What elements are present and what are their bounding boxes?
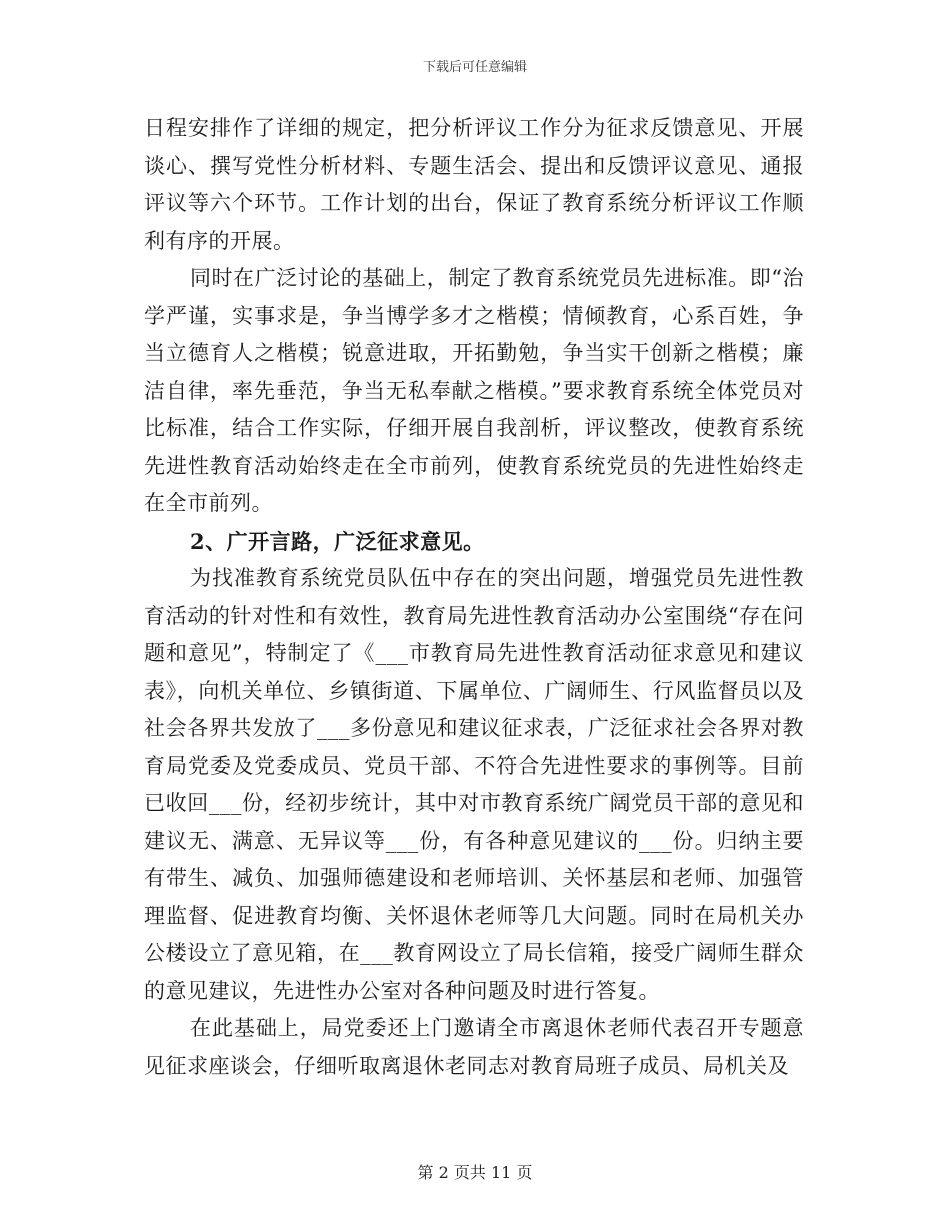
page-number: 第 2 页共 11 页 [417, 1163, 533, 1182]
paragraph-opinions: 为找准教育系统党员队伍中存在的突出问题，增强党员先进性教育活动的针对性和有效性，教育局先进性教育活动办公室围绕“存在问题和意见”，特制定了《___市教育局先进性教育活动征求意见和建议表》，向机关单位、乡镇街道、下属单位、广阔师生、行风监督员以及社会各界共发放了___多份意见和建议征求表，广泛征求社会各界对教育局党委及党委成员、党员干部、不符合先进性要求的事例等。目前已收回___份，经初步统计，其中对市教育系统广阔党员干部的意见和建议无、满意、无异议等___份，有各种意见建议的___份。归纳主要有带生、减负、加强师德建设和老师培训、关怀基层和老师、加强管理监督、促进教育均衡、关怀退休老师等几大问题。同时在局机关办公楼设立了意见箱，在___教育网设立了局长信箱，接受广阔师生群众的意见建议，先进性办公室对各种问题及时进行答复。 [144, 566, 804, 1003]
document-body [144, 110, 804, 1085]
section-heading: 2、广开言路，广泛征求意见。 [190, 528, 485, 554]
page-header: 下载后可任意编辑 [422, 60, 527, 75]
paragraph-standards: 同时在广泛讨论的基础上，制定了教育系统党员先进标准。即“治学严谨，实事求是，争当博学多才之楷模；情倾教育，心系百姓，争当立德育人之楷模；锐意进取，开拓勤勉，争当实干创新之楷模；廉洁自律，率先垂范，争当无私奉献之楷模。”要求教育系统全体党员对比标准，结合工作实际，仔细开展自我剖析，评议整改，使教育系统先进性教育活动始终走在全市前列，使教育系统党员的先进性始终走在全市前列。 [144, 266, 804, 515]
paragraph-continued: 日程安排作了详细的规定，把分析评议工作分为征求反馈意见、开展谈心、撰写党性分析材料、专题生活会、提出和反馈评议意见、通报评议等六个环节。工作计划的出台，保证了教育系统分析评议工作顺利有序的开展。 [144, 116, 804, 253]
paragraph-symposium: 在此基础上，局党委还上门邀请全市离退休老师代表召开专题意见征求座谈会，仔细听取离退休老同志对教育局班子成员、局机关及 [144, 1016, 804, 1078]
